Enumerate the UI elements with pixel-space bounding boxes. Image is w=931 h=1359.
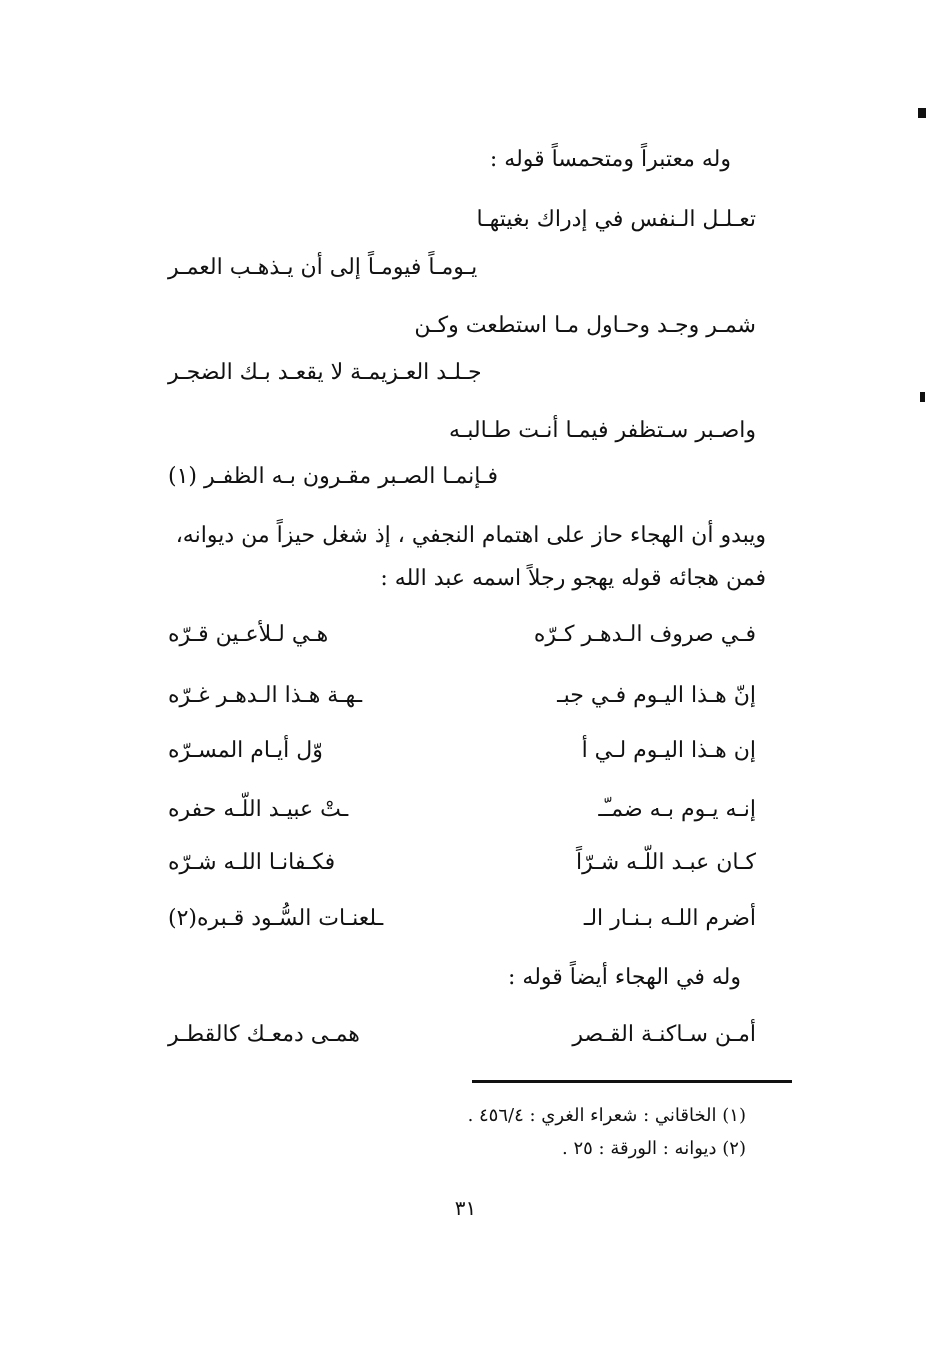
poem2-left-5: فكـفانـا اللـه شـرّه <box>168 850 336 875</box>
poem1-line-4: جـلـد العـزيمـة لا يقعـد بـك الضجـر <box>168 360 482 385</box>
scan-mark <box>920 392 925 402</box>
intro-line: وله معتبراً ومتحمساً قوله : <box>489 147 731 172</box>
footnote-separator <box>472 1080 792 1083</box>
poem2-left-4: ـتْ عبيـد اللّـه حفره <box>168 797 349 822</box>
poem2-right-6: أضرم اللـه بـنـار الـ <box>583 906 756 931</box>
scan-mark <box>918 108 926 118</box>
poem2-right-2: إنّ هـذا اليـوم فـي جبـ <box>557 683 756 708</box>
poem1-line-3: شمـر وجـد وحـاول مـا استطعت وكـن <box>414 313 756 338</box>
poem3-right: أمـن سـاكنـة القـصر <box>572 1022 756 1047</box>
poem2-right-5: كـان عبـد اللّـه شـرّاً <box>576 850 756 875</box>
footnote-1: (١) الخاقاني : شعراء الغري : ٤٥٦/٤ . <box>467 1105 746 1126</box>
poem1-line-6: فـإنمـا الصـبر مقـرون بـه الظفـر (١) <box>168 464 498 489</box>
paragraph-line-2: فمن هجائه قوله يهجو رجلاً اسمه عبد الله : <box>380 566 766 591</box>
paragraph-line-1: ويبدو أن الهجاء حاز على اهتمام النجفي ، إذ شغل حيزاً من ديوانه، <box>175 523 766 548</box>
poem1-line-2: يـومـاً فيومـاً إلى أن يـذهـب العمـر <box>168 255 478 280</box>
poem2-right-4: إنـه يـوم بـه ضمـّـ <box>598 797 756 822</box>
poem2-left-2: ـهـة هـذا الـدهـر غـرّه <box>168 683 363 708</box>
poem1-line-5: واصـبر سـتظفر فيمـا أنـت طـالبـه <box>449 418 756 443</box>
intro2-line: وله في الهجاء أيضاً قوله : <box>508 965 741 990</box>
footnote-2: (٢) ديوانه : الورقة : ٢٥ . <box>562 1138 746 1159</box>
poem2-left-1: هـي لـلأعـين قـرّه <box>168 622 329 647</box>
poem3-left: همـى دمعـك كالقطـر <box>168 1022 360 1047</box>
poem2-right-1: فـي صروف الـدهـر كـرّه <box>533 622 756 647</box>
poem2-left-3: وّل أيـام المسـرّه <box>168 738 323 763</box>
poem1-line-1: تعـلـل الـنفس في إدراك بغيتهـا <box>476 207 756 232</box>
poem2-left-6: ـلعنـات السُّـود قـبره(٢) <box>168 906 384 931</box>
poem2-right-3: إن هـذا اليـوم لـي أ <box>581 738 756 763</box>
page-number: ٣١ <box>454 1196 477 1220</box>
